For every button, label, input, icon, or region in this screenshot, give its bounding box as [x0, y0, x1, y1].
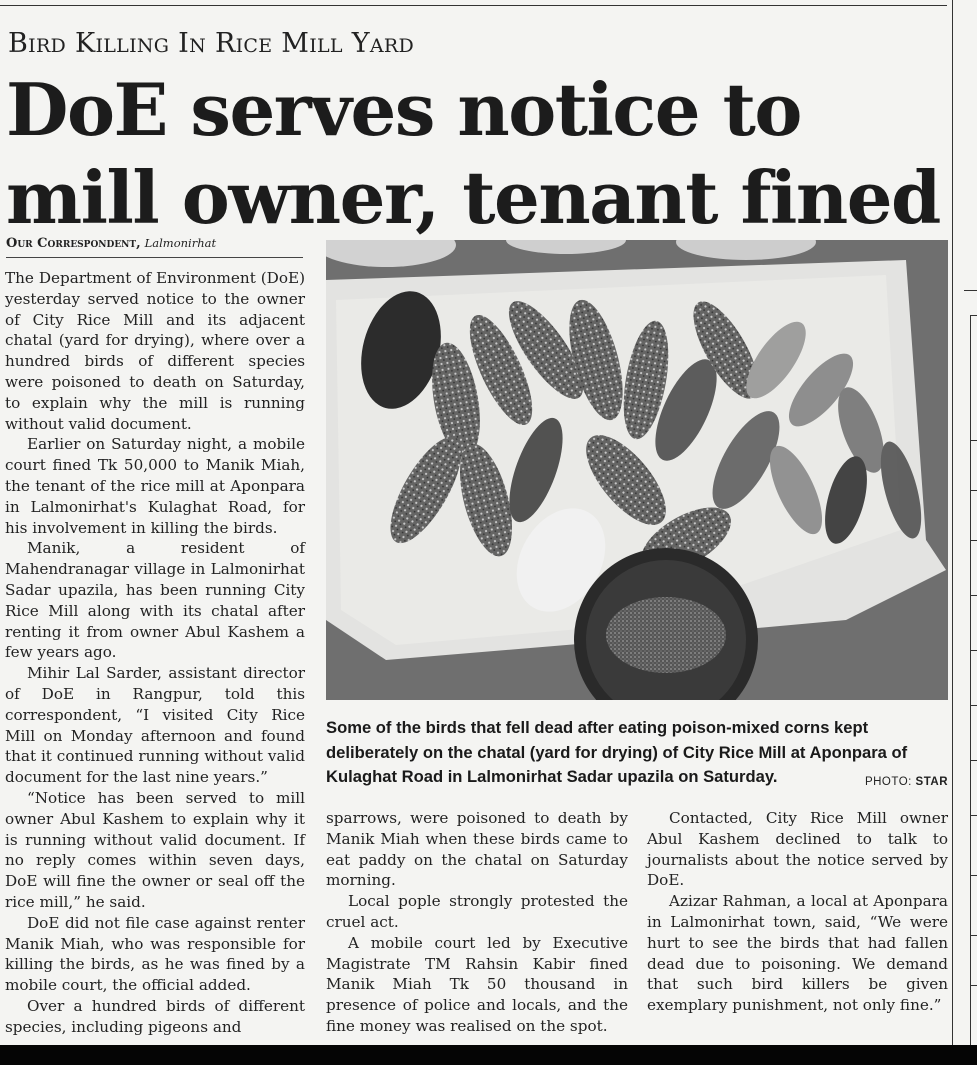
column-rule — [952, 0, 953, 1045]
photo-caption: Some of the birds that fell dead after eating poison-mixed corns kept deliberately on the chatal (yard for drying) of City Rice Mill at Aponpara of Kulaghat Road in Lalmonirhat Sadar upazila on Saturday. — [326, 718, 908, 786]
article-paragraph: Contacted, City Rice Mill owner Abul Kashem declined to talk to journalists about the notice served by DoE. — [647, 809, 948, 890]
byline-name: Our Correspondent, — [6, 236, 141, 251]
article-paragraph: Manik, a resident of Mahendranagar village in Lalmonirhat Sadar upazila, has been running City Rice Mill along with its chatal after renting it from owner Abul Kashem a few years ago. — [5, 539, 305, 662]
photo-credit — [865, 776, 948, 788]
article-column-3 — [647, 808, 948, 1016]
article-column-1 — [5, 268, 305, 1037]
photo-credit-source: STAR — [915, 776, 948, 788]
article-paragraph: The Department of Environment (DoE) yesterday served notice to the owner of City Rice Mill and its adjacent chatal (yard for drying), where over a hundred birds of different species were poisoned to death on Saturday, to explain why the mill is running without valid document. — [5, 269, 305, 433]
adjacent-article-edge — [962, 0, 977, 1045]
article-paragraph: Mihir Lal Sarder, assistant director of DoE in Rangpur, told this correspondent, “I visited City Rice Mill on Monday afternoon and found that it continued running without valid document for the last nine years.” — [5, 664, 305, 787]
article-paragraph: Azizar Rahman, a local at Aponpara in Lalmonirhat town, said, “We were hurt to see the birds that had fallen dead due to poisoning. We demand that such bird killers be given exemplary punishment, not only fine.” — [647, 892, 948, 1015]
article-paragraph: DoE did not file case against renter Manik Miah, who was responsible for killing the birds, as he was fined by a mobile court, the official added. — [5, 913, 305, 995]
article-paragraph: Local pople strongly protested the cruel act. — [326, 892, 628, 931]
article-paragraph: “Notice has been served to mill owner Abul Kashem to explain why it is running without valid document. If no reply comes within seven days, DoE will fine the owner or seal off the rice mill,” he said. — [5, 788, 305, 911]
article-paragraph: Earlier on Saturday night, a mobile court fined Tk 50,000 to Manik Miah, the tenant of the rice mill at Aponpara in Lalmonirhat's Kulaghat Road, for his involvement in killing the birds. — [5, 435, 305, 537]
kicker: Bird Killing In Rice Mill Yard — [8, 28, 415, 59]
byline — [6, 235, 303, 258]
news-photo — [326, 240, 948, 700]
headline: DoE serves notice to mill owner, tenant fined — [6, 67, 940, 240]
article-paragraph: sparrows, were poisoned to death by Manik Miah when these birds came to eat paddy on the chatal on Saturday morning. — [326, 809, 628, 890]
byline-location: Lalmonirhat — [144, 236, 217, 250]
photo-credit-prefix: PHOTO: — [864, 776, 912, 788]
article-paragraph: Over a hundred birds of different species, including pigeons and — [5, 996, 305, 1036]
article-column-2 — [326, 808, 628, 1037]
bottom-black-bar — [0, 1045, 977, 1065]
dead-birds-photo — [326, 240, 948, 700]
top-rule — [0, 5, 947, 6]
article-paragraph: A mobile court led by Executive Magistrate TM Rahsin Kabir fined Manik Miah Tk 50 thousand in presence of police and locals, and the fine money was realised on the spot. — [326, 933, 628, 1035]
